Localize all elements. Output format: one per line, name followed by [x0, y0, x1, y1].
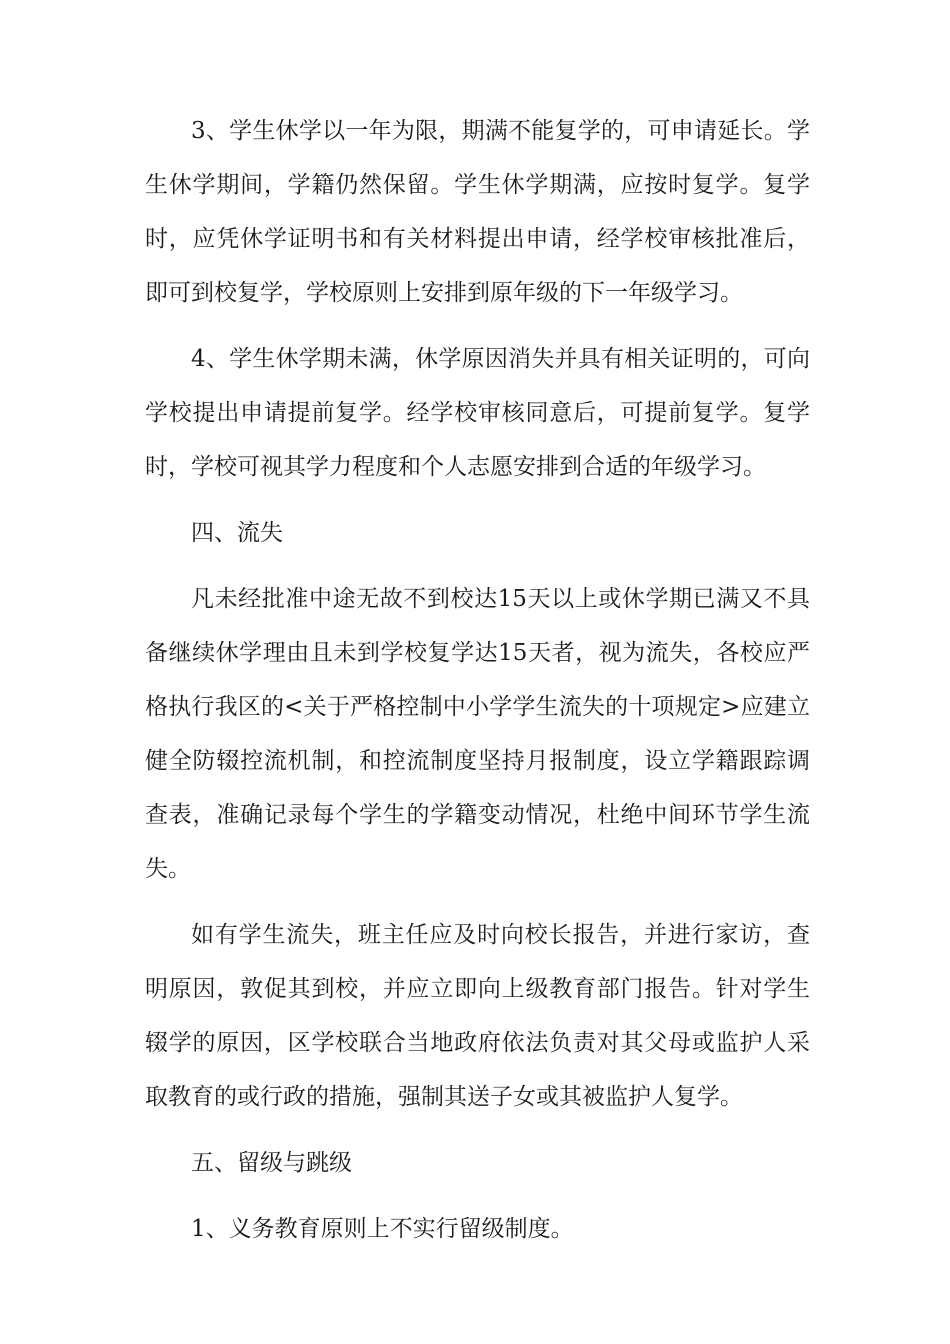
- document-body: [145, 104, 810, 1268]
- paragraph-no-retention: 1、义务教育原则上不实行留级制度。: [191, 1216, 574, 1242]
- paragraph-dropout-reporting: 如有学生流失，班主任应及时向校长报告，并进行家访，查明原因，敦促其到校，并应立即向上级教育部门报告。针对学生辍学的原因，区学校联合当地政府依法负责对其父母或监护人采取教育的或行政的措施，强制其送子女或其被监护人复学。: [145, 922, 810, 1110]
- paragraph-dropout-definition: 凡未经批准中途无故不到校达15天以上或休学期已满又不具备继续休学理由且未到学校复学达15天者，视为流失，各校应严格执行我区的<关于严格控制中小学学生流失的十项规定>应建立健全防辍控流机制，和控流制度坚持月报制度，设立学籍跟踪调查表，准确记录每个学生的学籍变动情况，杜绝中间环节学生流失。: [145, 586, 810, 882]
- paragraph-suspension-limit: 3、学生休学以一年为限，期满不能复学的，可申请延长。学生休学期间，学籍仍然保留。学生休学期满，应按时复学。复学时，应凭休学证明书和有关材料提出申请，经学校审核批准后，即可到校复学，学校原则上安排到原年级的下一年级学习。: [145, 118, 810, 306]
- paragraph-early-return: 4、学生休学期未满，休学原因消失并具有相关证明的，可向学校提出申请提前复学。经学校审核同意后，可提前复学。复学时，学校可视其学力程度和个人志愿安排到合适的年级学习。: [145, 346, 810, 480]
- section-heading-retention: 五、留级与跳级: [191, 1150, 352, 1176]
- section-heading-dropout: 四、流失: [191, 520, 283, 546]
